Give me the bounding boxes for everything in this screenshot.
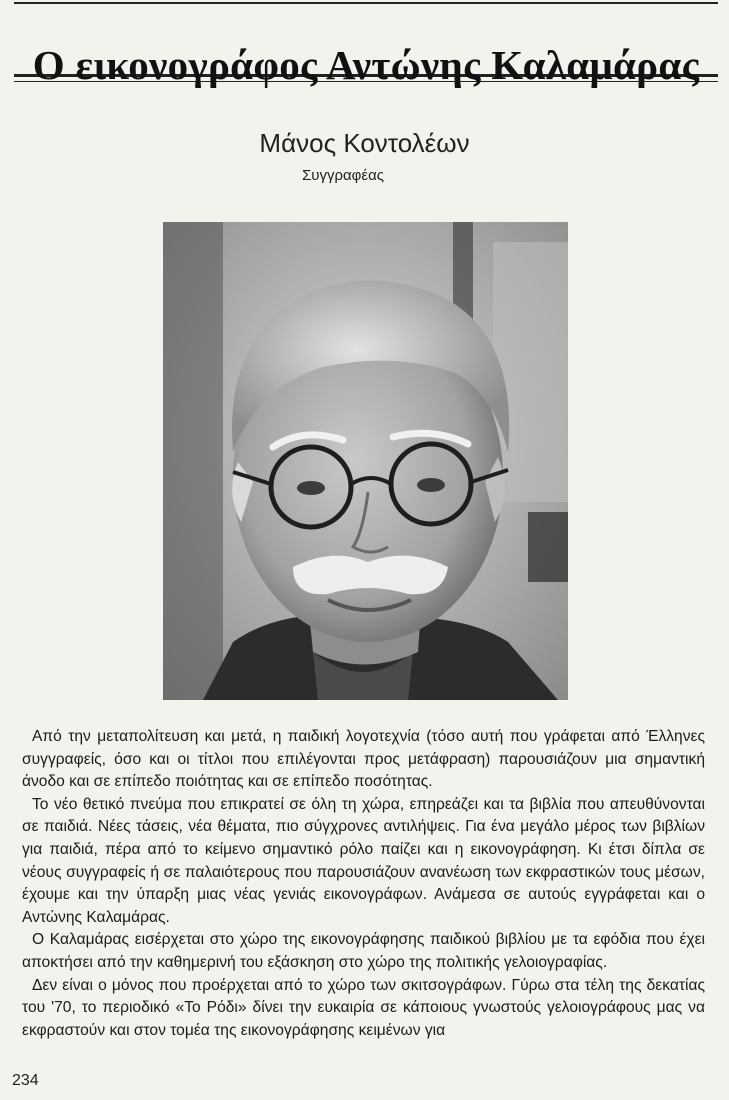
author-portrait-photo [163,222,568,700]
body-paragraph: Ο Καλαμάρας εισέρχεται στο χώρο της εικονογράφησης παιδικού βιβλίου με τα εφόδια που έχει αποκτήσει από την καθημερινή του εξάσκηση στο χώρο της πολιτικής γελοιογραφίας. [22,931,705,971]
page-number: 234 [12,1072,39,1089]
body-paragraph: Το νέο θετικό πνεύμα που επικρατεί σε όλη τη χώρα, επηρεάζει και τα βιβλία που απευθύνονται σε παιδιά. Νέες τάσεις, νέα θέματα, πιο σύγχρονες αντιλήψεις. Για ένα μεγάλο μέρος των βιβλίων για παιδιά, πέρα από το κείμενο σημαντικό ρόλο παίζει και η εικονογράφηση. Κι έτσι δίπλα σε νέους συγγραφείς ή σε παλαιότερους που παρουσιάζουν ανανέωση των εκφραστικών τους μέσων, έχουμε και την ύπαρξη μιας νέας γενιάς εικονογράφων. Ανάμεσα σε αυτούς εγγράφεται και ο Αντώνης Καλαμάρας. [22,795,705,926]
body-paragraph: Από την μεταπολίτευση και μετά, η παιδική λογοτεχνία (τόσο αυτή που γράφεται από Έλληνες συγγραφείς, όσο και οι τίτλοι που επιλέγονται προς μετάφραση) παρουσιάζουν μια σημαντική άνοδο και σε επίπεδο ποιότητας και σε επίπεδο ποσότητας. [22,728,705,791]
article-body [22,726,705,1042]
author-name: Μάνος Κοντολέων [259,128,470,158]
body-paragraph: Δεν είναι ο μόνος που προέρχεται από το χώρο των σκιτσογράφων. Γύρω στα τέλη της δεκατίας του '70, το περιοδικό «Το Ρόδι» δίνει την ευκαιρία σε κάποιους γνωστούς γελοιογράφους μας να εκφραστούν και στον τομέα της εικονογράφησης κειμένων για [22,976,705,1039]
author-role: Συγγραφέας [302,167,384,184]
article-title: Ο εικονογράφος Αντώνης Καλαμάρας [32,42,700,89]
header-top-rule [14,2,718,4]
